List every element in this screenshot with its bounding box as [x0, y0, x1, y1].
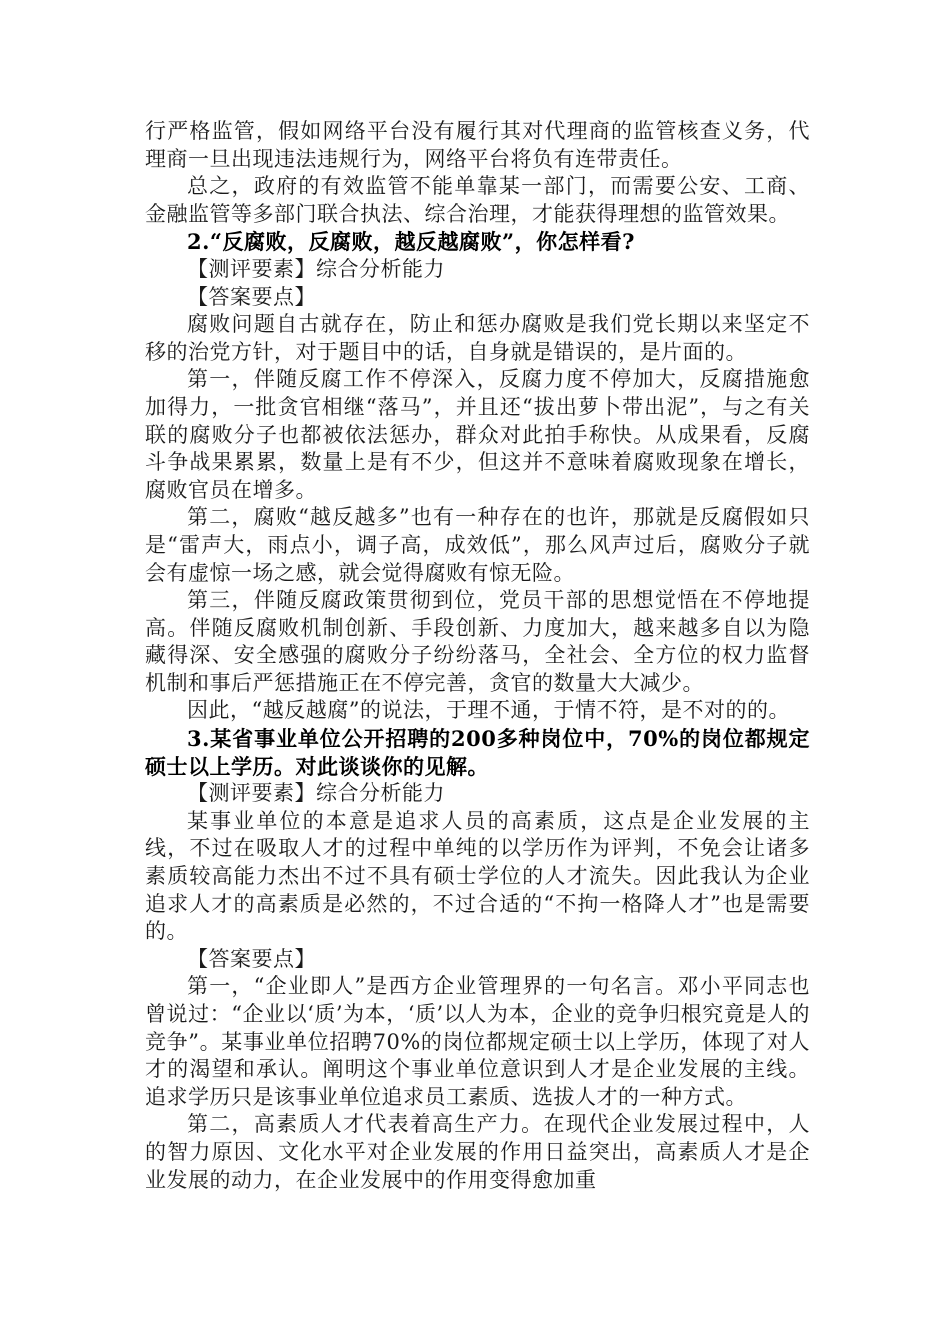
paragraph-continuation: 行严格监管，假如网络平台没有履行其对代理商的监管核查义务，代理商一旦出现违法违规行为，网络平台将负有连带责任。: [145, 119, 810, 171]
paragraph: 第三，伴随反腐政策贯彻到位，党员干部的思想觉悟在不停地提高。伴随反腐败机制创新、手段创新、力度加大，越来越多自以为隐藏得深、安全感强的腐败分子纷纷落马，全社会、全方位的权力监督机制和事后严惩措施正在不停完善，贪官的数量大大减少。: [145, 588, 810, 695]
paragraph: 第二，腐败“越反越多”也有一种存在的也许，那就是反腐假如只是“雷声大，雨点小，调子高，成效低”，那么风声过后，腐败分子就会有虚惊一场之感，就会觉得腐败有惊无险。: [145, 505, 810, 585]
paragraph: 第一，伴随反腐工作不停深入，反腐力度不停加大，反腐措施愈加得力，一批贪官相继“落马”，并且还“拔出萝卜带出泥”，与之有关联的腐败分子也都被依法惩办，群众对此拍手称快。从成果看，反腐斗争战果累累，数量上是有不少，但这并不意味着腐败现象在增长，腐败官员在增多。: [145, 367, 810, 502]
section-label: 【测评要素】综合分析能力: [187, 256, 445, 281]
paragraph: 腐败问题自古就存在，防止和惩办腐败是我们党长期以来坚定不移的治党方针，对于题目中的话，自身就是错误的，是片面的。: [145, 312, 810, 364]
section-label: 【测评要素】综合分析能力: [187, 781, 445, 806]
paragraph: 第一，“企业即人”是西方企业管理界的一句名言。邓小平同志也曾说过：“企业以‘质’为本，‘质’以人为本，企业的竞争归根究竟是人的竞争”。某事业单位招聘70%的岗位都规定硕士以上学历，体现了对人才的渴望和承认。阐明这个事业单位意识到人才是企业发展的主线。追求学历只是该事业单位追求员工素质、选拔人才的一种方式。: [145, 974, 810, 1109]
paragraph: 因此，“越反越腐”的说法，于理不通，于情不符，是不对的的。: [187, 698, 790, 723]
paragraph: 总之，政府的有效监管不能单靠某一部门，而需要公安、工商、金融监管等多部门联合执法、综合治理，才能获得理想的监管效果。: [145, 174, 810, 226]
paragraph: 第二，高素质人才代表着高生产力。在现代企业发展过程中，人的智力原因、文化水平对企业发展的作用日益突出，高素质人才是企业发展的动力，在企业发展中的作用变得愈加重: [145, 1112, 810, 1192]
document-page: [145, 118, 810, 1194]
section-label: 【答案要点】: [187, 946, 316, 971]
question-heading: 3.某省事业单位公开招聘的200多种岗位中，70%的岗位都规定硕士以上学历。对此谈谈你的见解。: [145, 726, 810, 779]
paragraph: 某事业单位的本意是追求人员的高素质，这点是企业发展的主线，不过在吸取人才的过程中单纯的以学历作为评判，不免会让诸多素质较高能力杰出不过不具有硕士学位的人才流失。因此我认为企业追求人才的高素质是必然的，不过合适的“不拘一格降人才”也是需要的。: [145, 808, 810, 944]
section-label: 【答案要点】: [187, 284, 316, 309]
question-heading: 2.“反腐败，反腐败，越反越腐败”，你怎样看?: [187, 229, 635, 255]
